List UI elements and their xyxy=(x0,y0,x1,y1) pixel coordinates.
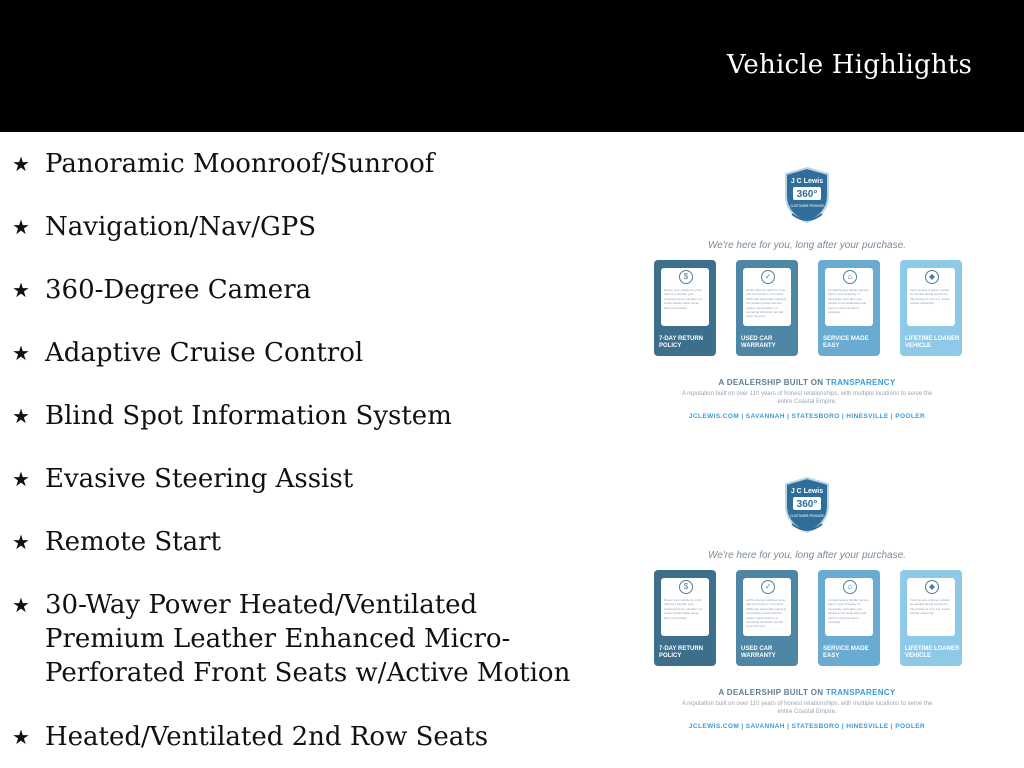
feature-text: Remote Start xyxy=(45,527,222,557)
brand-name: J C Lewis xyxy=(790,488,824,495)
dollar-icon: $ xyxy=(679,580,693,594)
card-blurb: Return your vehicle for a full refund or transfer your downpayment to another J.C. Lewis vehicle within seven days of purchase. xyxy=(664,598,704,620)
list-item xyxy=(12,462,353,496)
check-badge-icon: ✓ xyxy=(761,270,775,284)
promise-cards xyxy=(654,570,960,670)
card-blurb: All Pre-Owned vehicles come with at minimum, a 3 month, 3000 mile powertrain warranty. If a problem arises with the engine, transmission, or remaining drivetrain, we will cover the cost. xyxy=(746,288,787,319)
badge-caption: CUSTOMER PROMISE xyxy=(790,514,824,518)
list-item xyxy=(12,336,363,370)
star-icon: ★ xyxy=(12,341,30,365)
list-item xyxy=(12,525,221,559)
promo-subtext: A reputation built on over 110 years of honest relationships, with multiple locations to serve the entire Coastal Empire. xyxy=(681,701,933,715)
promise-card xyxy=(736,260,798,356)
badge-caption: CUSTOMER PROMISE xyxy=(790,204,824,208)
promo-subtext: A reputation built on over 110 years of honest relationships, with multiple locations to serve the entire Coastal Empire. xyxy=(681,391,933,405)
feature-text: Panoramic Moonroof/Sunroof xyxy=(45,149,435,179)
promise-cards xyxy=(654,260,960,360)
card-label: 7-DAY RETURN POLICY xyxy=(659,646,704,659)
list-item xyxy=(12,588,572,690)
star-icon: ★ xyxy=(12,593,30,617)
card-label: 7-DAY RETURN POLICY xyxy=(659,336,704,349)
star-icon: ★ xyxy=(12,152,30,176)
house-icon: ⌂ xyxy=(843,580,857,594)
card-blurb: Complimentary Mobile Service right in your driveway. If necessary, we'll take your vehicle to the dealership and return it once service is complete. xyxy=(828,288,869,315)
header-bar xyxy=(0,0,1024,132)
feature-text: 30-Way Power Heated/Ventilated Premium Leather Enhanced Micro-Perforated Front Seats w/Active Motion xyxy=(45,590,571,688)
promise-card xyxy=(818,260,880,356)
card-blurb: Return your vehicle for a full refund or transfer your downpayment to another J.C. Lewis vehicle within seven days of purchase. xyxy=(664,288,704,310)
check-badge-icon: ✓ xyxy=(761,580,775,594)
list-item xyxy=(12,399,452,433)
list-item xyxy=(12,210,316,244)
star-icon: ★ xyxy=(12,215,30,239)
card-blurb: You'll receive a loaner vehicle as needed during service for the entirety of your J.C. Lewis vehicle ownership. xyxy=(910,288,950,306)
promo-footline xyxy=(650,688,964,697)
list-item xyxy=(12,720,488,754)
feature-text: Navigation/Nav/GPS xyxy=(45,212,317,242)
promise-card xyxy=(736,570,798,666)
footline-prefix: A DEALERSHIP BUILT ON xyxy=(718,378,826,387)
card-blurb: All Pre-Owned vehicles come with at minimum, a 3 month, 3000 mile powertrain warranty. If a problem arises with the engine, transmission, or remaining drivetrain, we will cover the cost. xyxy=(746,598,787,629)
card-label: LIFETIME LOANER VEHICLE xyxy=(905,646,960,659)
star-icon: ★ xyxy=(12,725,30,749)
promo-tagline: We're here for you, long after your purchase. xyxy=(708,550,906,561)
card-label: USED CAR WARRANTY xyxy=(741,646,776,659)
feature-text: 360-Degree Camera xyxy=(45,275,312,305)
promise-card xyxy=(654,260,716,356)
feature-text: Blind Spot Information System xyxy=(45,401,452,431)
dealer-promo-graphic xyxy=(650,160,964,428)
car-icon: ◆ xyxy=(925,580,939,594)
brand-name: J C Lewis xyxy=(790,178,824,185)
promo-footline xyxy=(650,378,964,387)
feature-text: Evasive Steering Assist xyxy=(45,464,354,494)
promise-card xyxy=(900,260,962,356)
promise-card xyxy=(818,570,880,666)
card-label: USED CAR WARRANTY xyxy=(741,336,776,349)
list-item xyxy=(12,273,311,307)
dealer-promo-graphic xyxy=(650,470,964,738)
footline-accent: TRANSPARENCY xyxy=(825,378,896,387)
star-icon: ★ xyxy=(12,404,30,428)
promo-locations: JCLEWIS.COM | SAVANNAH | STATESBORO | HINESVILLE | POOLER xyxy=(688,413,926,420)
promise-card xyxy=(654,570,716,666)
promo-tagline: We're here for you, long after your purchase. xyxy=(708,240,906,251)
footline-prefix: A DEALERSHIP BUILT ON xyxy=(718,688,826,697)
card-label: LIFETIME LOANER VEHICLE xyxy=(905,336,960,349)
list-item xyxy=(12,147,434,181)
car-icon: ◆ xyxy=(925,270,939,284)
badge-number: 360° xyxy=(796,499,818,510)
promo-locations: JCLEWIS.COM | SAVANNAH | STATESBORO | HINESVILLE | POOLER xyxy=(688,723,926,730)
card-label: SERVICE MADE EASY xyxy=(823,336,869,349)
dollar-icon: $ xyxy=(679,270,693,284)
footline-accent: TRANSPARENCY xyxy=(825,688,896,697)
feature-text: Adaptive Cruise Control xyxy=(45,338,364,368)
card-label: SERVICE MADE EASY xyxy=(823,646,869,659)
card-blurb: You'll receive a loaner vehicle as needed during service for the entirety of your J.C. Lewis vehicle ownership. xyxy=(910,598,950,616)
promise-card xyxy=(900,570,962,666)
star-icon: ★ xyxy=(12,467,30,491)
shield-logo-icon xyxy=(782,166,832,224)
badge-number: 360° xyxy=(796,189,818,200)
star-icon: ★ xyxy=(12,278,30,302)
star-icon: ★ xyxy=(12,530,30,554)
house-icon: ⌂ xyxy=(843,270,857,284)
card-blurb: Complimentary Mobile Service right in your driveway. If necessary, we'll take your vehicle to the dealership and return it once service is complete. xyxy=(828,598,869,625)
shield-logo-icon xyxy=(782,476,832,534)
page-title: Vehicle Highlights xyxy=(726,50,972,80)
feature-text: Heated/Ventilated 2nd Row Seats xyxy=(45,722,489,752)
